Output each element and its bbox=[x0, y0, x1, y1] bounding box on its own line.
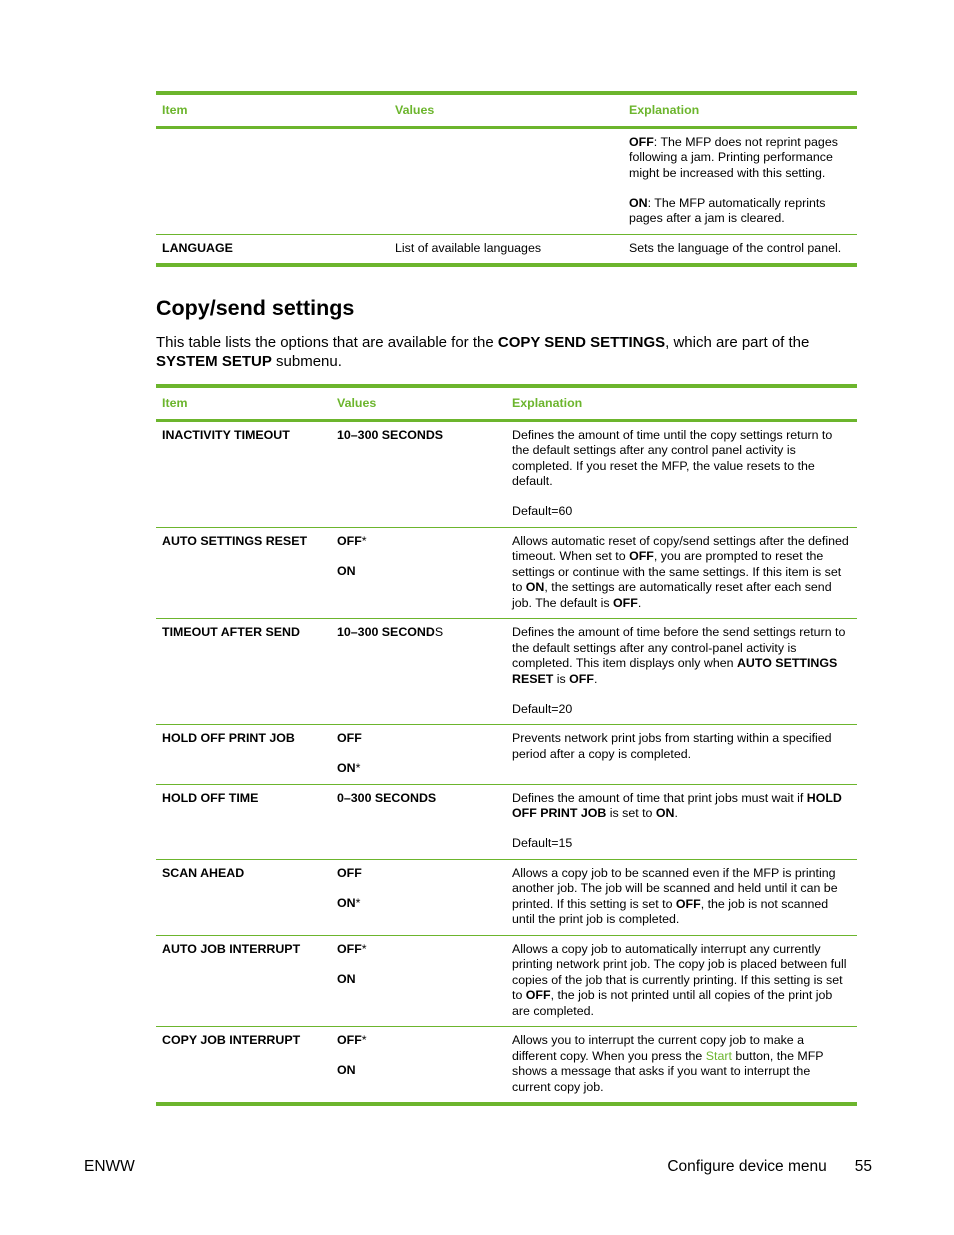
footer-section-title: Configure device menu bbox=[667, 1158, 827, 1175]
value-cell bbox=[331, 420, 506, 527]
explanation-text: . bbox=[593, 671, 598, 686]
intro-text: , which are part of the bbox=[665, 334, 810, 351]
value-cell bbox=[331, 619, 506, 725]
value-option: ON bbox=[337, 895, 356, 910]
item-cell: TIMEOUT AFTER SEND bbox=[162, 625, 300, 639]
explanation-cell bbox=[506, 859, 857, 935]
explanation-text: : The MFP automatically reprints pages after a jam is cleared. bbox=[629, 195, 826, 225]
column-header-values: Values bbox=[337, 396, 377, 410]
explanation-term: AUTO SETTINGS RESET bbox=[512, 656, 838, 686]
explanation-term: OFF bbox=[613, 595, 638, 610]
explanation-text: . bbox=[674, 806, 678, 820]
table-row bbox=[156, 725, 857, 785]
table-row bbox=[156, 859, 857, 935]
explanation-text: Allows a copy job to automatically interrupt any currently printing network print job. The copy job is placed between full copies of the job that is currently printing. If this setting is set to bbox=[512, 941, 847, 1002]
intro-text: submenu. bbox=[271, 352, 342, 370]
footer-right bbox=[667, 1158, 872, 1176]
table-header-row bbox=[156, 386, 857, 420]
intro-text: This table lists the options that are available for the bbox=[156, 334, 498, 351]
explanation-cell bbox=[506, 619, 857, 725]
value-cell bbox=[331, 1027, 506, 1105]
page-number: 55 bbox=[854, 1158, 872, 1175]
explanation-text: Defines the amount of time that print jobs must wait if bbox=[512, 790, 807, 805]
term-off: OFF bbox=[629, 134, 654, 149]
explanation-text: is set to bbox=[606, 806, 656, 820]
table-header-row bbox=[156, 93, 857, 127]
item-cell: HOLD OFF TIME bbox=[162, 790, 259, 805]
explanation-cell bbox=[506, 1027, 857, 1105]
table-row bbox=[156, 420, 857, 527]
item-cell: LANGUAGE bbox=[162, 240, 233, 255]
value-option: ON bbox=[337, 971, 356, 986]
value-cell bbox=[331, 527, 506, 619]
start-button-label: Start bbox=[705, 1048, 732, 1063]
explanation-term: HOLD OFF PRINT JOB bbox=[512, 790, 842, 820]
column-header-explanation: Explanation bbox=[629, 103, 700, 117]
value-cell bbox=[331, 784, 506, 859]
table-row bbox=[156, 527, 857, 619]
value-option: 0–300 SECONDS bbox=[337, 790, 437, 805]
value-cell bbox=[331, 859, 506, 935]
explanation-cell: Sets the language of the control panel. bbox=[629, 240, 842, 255]
default-marker: * bbox=[355, 761, 361, 775]
value-option: OFF bbox=[337, 1033, 362, 1047]
footer-left: ENWW bbox=[84, 1158, 135, 1175]
column-header-values: Values bbox=[395, 103, 435, 117]
default-marker: * bbox=[361, 941, 367, 956]
continued-settings-table bbox=[156, 91, 857, 267]
item-cell: INACTIVITY TIMEOUT bbox=[162, 427, 290, 442]
table-row bbox=[156, 619, 857, 725]
value-suffix: S bbox=[434, 625, 444, 639]
value-option: OFF bbox=[337, 941, 362, 956]
item-cell bbox=[156, 127, 389, 234]
default-value: Default=20 bbox=[512, 701, 573, 716]
explanation-cell bbox=[506, 725, 857, 785]
explanation-text: Defines the amount of time until the copy settings return to the default settings after any control panel activity is completed. If you reset the MFP, the value resets to the default. bbox=[512, 427, 833, 488]
default-marker: * bbox=[361, 1033, 367, 1047]
explanation-term: OFF bbox=[629, 549, 654, 563]
default-value: Default=15 bbox=[512, 836, 573, 850]
value-cell: List of available languages bbox=[395, 240, 542, 255]
table-row bbox=[156, 784, 857, 859]
explanation-cell bbox=[506, 935, 857, 1027]
explanation-text: Defines the amount of time before the send settings return to the default settings after any control-panel activity is completed. This item displays only when bbox=[512, 625, 846, 670]
value-cell bbox=[331, 935, 506, 1027]
value-cell bbox=[331, 725, 506, 785]
explanation-text: Prevents network print jobs from starting within a specified period after a copy is completed. bbox=[512, 731, 832, 761]
explanation-term: ON bbox=[655, 806, 675, 820]
default-value: Default=60 bbox=[512, 504, 573, 518]
default-marker: * bbox=[355, 895, 361, 910]
value-option: OFF bbox=[337, 731, 362, 745]
explanation-text: button, the MFP shows a message that asks if you want to interrupt the current copy job. bbox=[512, 1048, 824, 1094]
value-option: 10–300 SECONDS bbox=[337, 427, 444, 442]
explanation-term: OFF bbox=[569, 671, 594, 686]
item-cell: AUTO JOB INTERRUPT bbox=[162, 941, 301, 956]
value-option: ON bbox=[337, 761, 356, 775]
column-header-item: Item bbox=[162, 396, 188, 410]
explanation-term: OFF bbox=[525, 988, 551, 1002]
item-cell: COPY JOB INTERRUPT bbox=[162, 1033, 301, 1047]
explanation-cell bbox=[623, 127, 857, 234]
explanation-text: , the job is not printed until all copies of the print job are completed. bbox=[512, 988, 833, 1018]
default-marker: * bbox=[361, 533, 367, 548]
explanation-text: , the job is not scanned until the print job is completed. bbox=[512, 896, 829, 926]
table-row bbox=[156, 1027, 857, 1105]
explanation-term: ON bbox=[525, 580, 545, 594]
value-option: 10–300 SECOND bbox=[337, 625, 435, 639]
explanation-text: , the settings are automatically reset after each send job. The default is bbox=[512, 580, 832, 610]
copy-send-settings-table bbox=[156, 384, 857, 1106]
explanation-text: : The MFP does not reprint pages following a jam. Printing performance might be increased with this setting. bbox=[629, 134, 838, 180]
value-option: OFF bbox=[337, 533, 362, 548]
value-option: ON bbox=[337, 1063, 356, 1077]
table-row bbox=[156, 127, 857, 234]
intro-term: SYSTEM SETUP bbox=[156, 352, 272, 370]
item-cell: AUTO SETTINGS RESET bbox=[162, 533, 308, 548]
explanation-cell bbox=[506, 784, 857, 859]
value-option: ON bbox=[337, 563, 356, 578]
explanation-text: . bbox=[637, 595, 642, 610]
section-intro bbox=[156, 334, 856, 371]
table-row bbox=[156, 935, 857, 1027]
column-header-item: Item bbox=[162, 103, 188, 117]
item-cell: SCAN AHEAD bbox=[162, 865, 245, 880]
explanation-term: OFF bbox=[675, 896, 701, 911]
item-cell: HOLD OFF PRINT JOB bbox=[162, 731, 295, 745]
term-on: ON bbox=[629, 195, 648, 210]
explanation-text: is bbox=[553, 671, 570, 686]
explanation-cell bbox=[506, 527, 857, 619]
explanation-text: Allows automatic reset of copy/send settings after the defined timeout. When set to bbox=[512, 533, 849, 563]
explanation-text: Allows you to interrupt the current copy job to make a different copy. When you press the bbox=[512, 1033, 805, 1063]
table-row bbox=[156, 234, 857, 265]
explanation-text: Allows a copy job to be scanned even if the MFP is printing another job. The job will be scanned and held until it can be printed. If this setting is set to bbox=[512, 865, 838, 911]
section-title: Copy/send settings bbox=[156, 296, 355, 320]
explanation-cell bbox=[506, 420, 857, 527]
value-option: OFF bbox=[337, 865, 362, 880]
explanation-text: , you are prompted to reset the settings or continue with the same settings. If this item is set to bbox=[512, 549, 842, 594]
intro-term: COPY SEND SETTINGS bbox=[497, 334, 666, 351]
column-header-explanation: Explanation bbox=[512, 396, 583, 410]
value-cell bbox=[389, 127, 623, 234]
